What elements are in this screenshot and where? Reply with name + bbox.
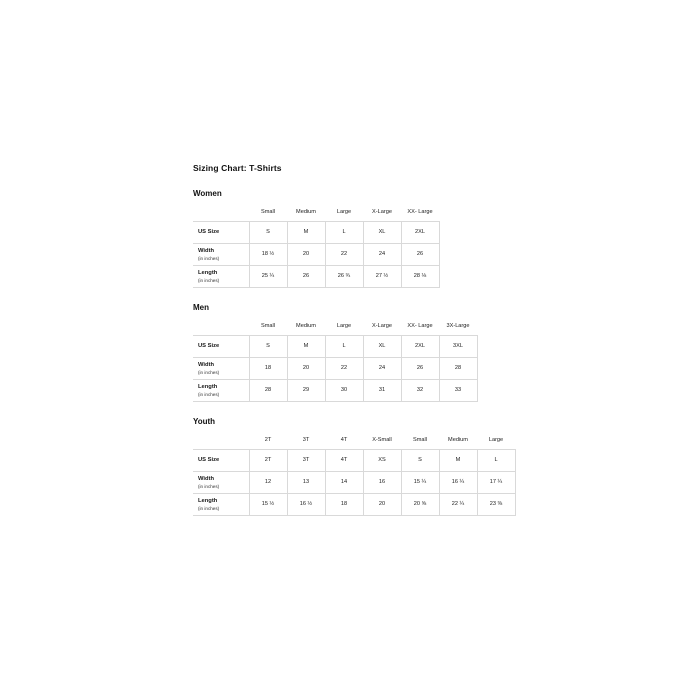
- table-cell: M: [287, 336, 325, 358]
- table-header-cell: Large: [477, 432, 515, 450]
- table-cell: 17 ¼: [477, 472, 515, 494]
- table-cell: 27 ½: [363, 266, 401, 288]
- table-header-cell: XX- Large: [401, 318, 439, 336]
- table-cell: L: [477, 450, 515, 472]
- table-header-cell: Large: [325, 318, 363, 336]
- table-cell: 22: [325, 244, 363, 266]
- table-cell: 4T: [325, 450, 363, 472]
- table-cell: 13: [287, 472, 325, 494]
- row-label: [193, 244, 249, 266]
- table-header-cell: 3T: [287, 432, 325, 450]
- table-header-cell: Medium: [439, 432, 477, 450]
- table-cell: 24: [363, 358, 401, 380]
- table-cell: 12: [249, 472, 287, 494]
- table-row: [193, 358, 477, 380]
- table-header-cell: Small: [249, 318, 287, 336]
- row-label-text: Width: [198, 248, 215, 255]
- table-cell: S: [249, 336, 287, 358]
- table-cell: 16: [363, 472, 401, 494]
- table-cell: 29: [287, 380, 325, 402]
- table-row: [193, 222, 439, 244]
- section-heading-women: Women: [193, 189, 222, 198]
- table-header-cell: Medium: [287, 204, 325, 222]
- table-header-cell: 2T: [249, 432, 287, 450]
- row-label: [193, 336, 249, 358]
- table-cell: 20: [287, 358, 325, 380]
- table-header-row: [193, 204, 439, 222]
- row-label-text: Length: [198, 270, 218, 277]
- table-cell: 20 ⅝: [401, 494, 439, 516]
- table-header-cell: X-Small: [363, 432, 401, 450]
- row-label-sublabel: (in inches): [198, 483, 220, 489]
- table-cell: 18: [325, 494, 363, 516]
- table-cell: L: [325, 336, 363, 358]
- table-cell: 20: [287, 244, 325, 266]
- row-label-text: US Size: [198, 229, 220, 236]
- row-label: [193, 472, 249, 494]
- table-cell: 3T: [287, 450, 325, 472]
- table-cell: 2XL: [401, 222, 439, 244]
- row-label-text: Length: [198, 384, 218, 391]
- row-label-text: Width: [198, 362, 215, 369]
- table-header-cell: XX- Large: [401, 204, 439, 222]
- table-cell: 22: [325, 358, 363, 380]
- table-cell: M: [287, 222, 325, 244]
- table-header-cell: X-Large: [363, 318, 401, 336]
- table-cell: 22 ¼: [439, 494, 477, 516]
- table-cell: 28: [439, 358, 477, 380]
- row-label-sublabel: (in inches): [198, 255, 220, 261]
- table-cell: XL: [363, 336, 401, 358]
- table-cell: 26: [401, 358, 439, 380]
- table-cell: 14: [325, 472, 363, 494]
- table-cell: S: [401, 450, 439, 472]
- row-label-sublabel: (in inches): [198, 505, 220, 511]
- row-label: [193, 450, 249, 472]
- section-heading-men: Men: [193, 303, 209, 312]
- table-cell: 24: [363, 244, 401, 266]
- table-cell: S: [249, 222, 287, 244]
- size-table-women: [193, 204, 440, 288]
- sizing-chart-document: [193, 163, 523, 531]
- size-table-youth: [193, 432, 516, 516]
- table-cell: 32: [401, 380, 439, 402]
- table-cell: 2XL: [401, 336, 439, 358]
- table-header-cell: Large: [325, 204, 363, 222]
- table-row: [193, 494, 515, 516]
- table-row: [193, 244, 439, 266]
- table-cell: 31: [363, 380, 401, 402]
- table-cell: XS: [363, 450, 401, 472]
- row-label-text: US Size: [198, 457, 220, 464]
- table-cell: 33: [439, 380, 477, 402]
- table-cell: 26: [287, 266, 325, 288]
- row-label-text: US Size: [198, 343, 220, 350]
- size-table-men: [193, 318, 478, 402]
- table-cell: 18: [249, 358, 287, 380]
- table-cell: 16 ¼: [439, 472, 477, 494]
- table-cell: M: [439, 450, 477, 472]
- row-label: [193, 494, 249, 516]
- table-header-cell: 3X-Large: [439, 318, 477, 336]
- table-row: [193, 472, 515, 494]
- table-header-cell: 4T: [325, 432, 363, 450]
- table-header-cell: X-Large: [363, 204, 401, 222]
- row-label-sublabel: (in inches): [198, 391, 220, 397]
- table-row: [193, 336, 477, 358]
- table-cell: XL: [363, 222, 401, 244]
- row-label-sublabel: (in inches): [198, 277, 220, 283]
- table-cell: 30: [325, 380, 363, 402]
- table-cell: L: [325, 222, 363, 244]
- table-header-cell: Small: [249, 204, 287, 222]
- table-cell: 28 ⅛: [401, 266, 439, 288]
- row-label-text: Width: [198, 476, 215, 483]
- table-cell: 3XL: [439, 336, 477, 358]
- table-row: [193, 380, 477, 402]
- row-label: [193, 266, 249, 288]
- section-men: [193, 303, 523, 402]
- section-youth: [193, 417, 523, 516]
- table-header-row: [193, 432, 515, 450]
- table-header-row: [193, 318, 477, 336]
- table-cell: 26 ¾: [325, 266, 363, 288]
- table-cell: 15 ¼: [401, 472, 439, 494]
- table-cell: 18 ½: [249, 244, 287, 266]
- section-heading-youth: Youth: [193, 417, 216, 426]
- row-label-sublabel: (in inches): [198, 369, 220, 375]
- row-label-text: Length: [198, 498, 218, 505]
- table-header-cell: [193, 432, 249, 450]
- table-cell: 16 ½: [287, 494, 325, 516]
- table-cell: 28: [249, 380, 287, 402]
- row-label: [193, 358, 249, 380]
- table-header-cell: [193, 204, 249, 222]
- table-header-cell: [193, 318, 249, 336]
- table-header-cell: Small: [401, 432, 439, 450]
- row-label: [193, 222, 249, 244]
- table-cell: 23 ⅜: [477, 494, 515, 516]
- table-row: [193, 266, 439, 288]
- table-cell: 2T: [249, 450, 287, 472]
- page-title: Sizing Chart: T-Shirts: [193, 163, 282, 173]
- row-label: [193, 380, 249, 402]
- table-cell: 25 ¼: [249, 266, 287, 288]
- table-header-cell: Medium: [287, 318, 325, 336]
- table-cell: 15 ½: [249, 494, 287, 516]
- section-women: [193, 189, 523, 288]
- table-cell: 20: [363, 494, 401, 516]
- table-cell: 26: [401, 244, 439, 266]
- table-row: [193, 450, 515, 472]
